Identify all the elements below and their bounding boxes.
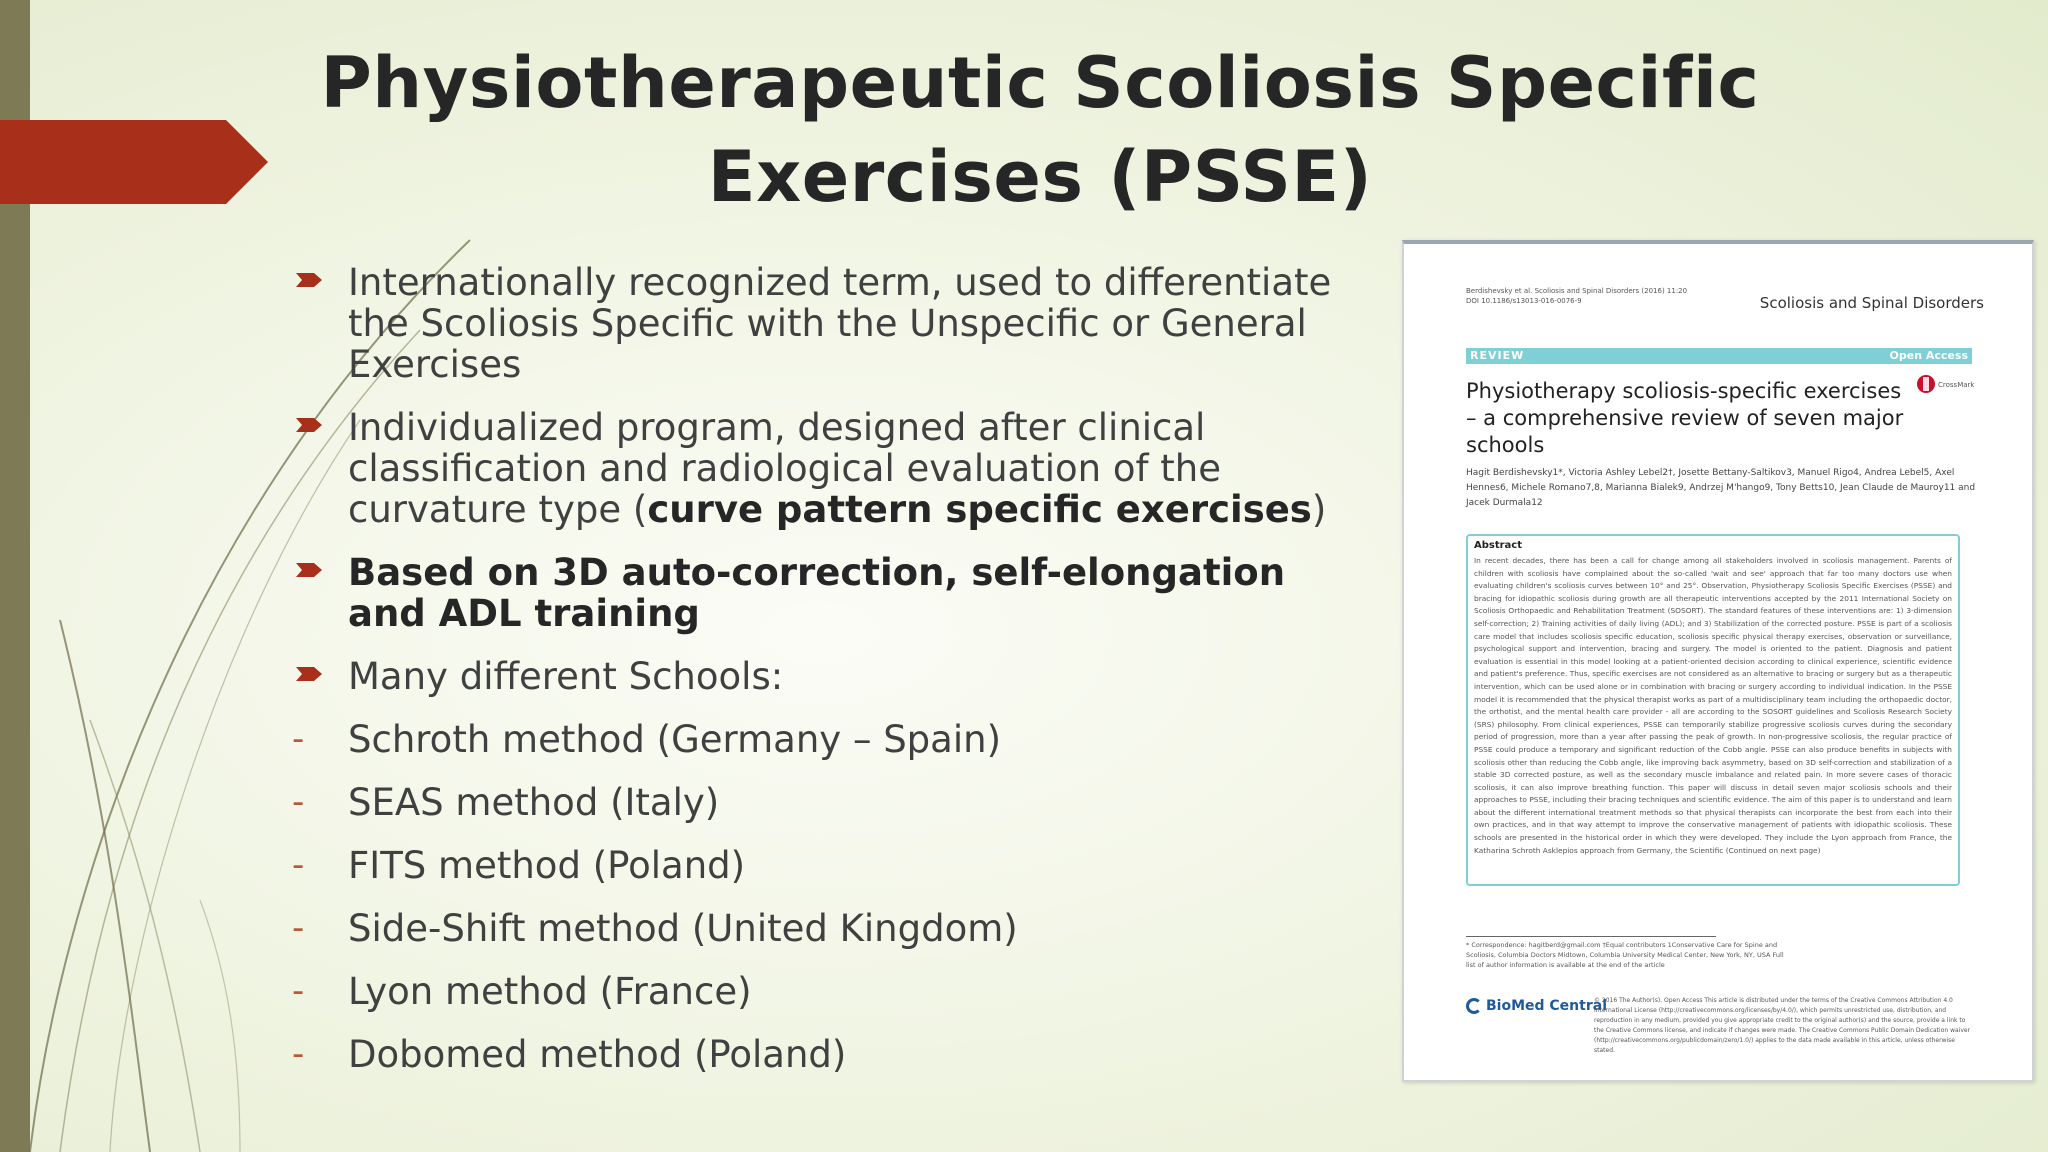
publisher-name: BioMed Central: [1486, 998, 1607, 1014]
arrow-bullet-icon: [290, 271, 330, 289]
crossmark-icon: [1916, 372, 1976, 396]
bullet-item: [290, 656, 1370, 697]
school-text: FITS method (Poland): [348, 844, 746, 887]
bullet-bold-text: Based on 3D auto-correction, self-elongation and ADL training: [348, 551, 1286, 635]
school-text: Dobomed method (Poland): [348, 1033, 847, 1076]
school-text: Side-Shift method (United Kingdom): [348, 907, 1018, 950]
school-item: [290, 908, 1370, 949]
school-item: [290, 782, 1370, 823]
dash-marker: -: [292, 845, 305, 885]
arrow-bullet-icon: [290, 561, 330, 579]
dash-marker: -: [292, 908, 305, 948]
paper-title: Physiotherapy scoliosis-specific exercises – a comprehensive review of seven major schools: [1466, 379, 1904, 457]
school-item: [290, 719, 1370, 760]
paper-section-bar: [1466, 348, 1972, 364]
paper-abstract: [1466, 534, 1960, 886]
bullet-item: [290, 552, 1370, 634]
bullet-text: Internationally recognized term, used to differentiate the Scoliosis Specific with the Unspecific or General Exercises: [348, 261, 1332, 386]
abstract-heading: Abstract: [1474, 540, 1523, 551]
paper-footnote: * Correspondence: hagitberd@gmail.com †Equal contributors 1Conservative Care for Spine and Scoliosis, Columbia Doctors Midtown, Columbia University Medical Center, New York, NY, USA Full list of author information is available at the end of the article: [1466, 941, 1784, 969]
crossmark-label: CrossMark: [1938, 381, 1975, 389]
paper-authors: Hagit Berdishevsky1*, Victoria Ashley Lebel2†, Josette Bettany-Saltikov3, Manuel Rigo4, Andrea Lebel5, Axel Hennes6, Michele Romano7,8, Marianna Bialek9, Andrzej M'hango9, Tony Betts10, Jean Claude de Mauroy11 and Jacek Durmala12: [1466, 468, 1976, 508]
abstract-body: In recent decades, there has been a call for change among all stakeholders involved in scoliosis management. Parents of children with scoliosis have complained about the so-called 'wait and see' approach that far too many doctors use when evaluating children's scoliosis curves between 10° and 25°. Observation, Physiotherapy Scoliosis Specific Exercises (PSSE) and bracing for idiopathic scoliosis during growth are all therapeutic interventions accepted by the 2011 International Society on Scoliosis Orthopaedic and Rehabilitation Treatment (SOSORT). The standard features of these interventions are: 1) 3-dimension self-correction; 2) Training activities of daily living (ADL); and 3) Stabilization of the corrected posture. PSSE is part of a scoliosis care model that includes scoliosis specific education, scoliosis specific physical therapy exercises, observation or surveillance, psychological support and intervention, bracing and surgery. The model is oriented to the patient. Diagnosis and patient evaluation is essential in this model looking at a patient-oriented decision according to clinical experience, scientific evidence and patient's preference. Thus, specific exercises are not considered as an alternative to bracing or surgery but as a therapeutic intervention, which can be used alone or in combination with bracing or surgery according to individual indication. In the PSSE model it is recommended that the physical therapist works as part of a multidisciplinary team including the orthopaedic doctor, the orthotist, and the mental health care provider - all are according to the SOSORT guidelines and Scoliosis Research Society (SRS) philosophy. From clinical experiences, PSSE can temporarily stabilize progressive scoliosis curves during the secondary period of progression, more than a year after passing the peak of growth. In non-progressive scoliosis, the regular practice of PSSE could produce a temporary and significant reduction of the Cobb angle. PSSE can also produce benefits in subjects with scoliosis other than reducing the Cobb angle, like improving back asymmetry, based on 3D self-correction and stabilization of a stable 3D corrected posture, as well as the secondary muscle imbalance and related pain. In more severe cases of thoracic scoliosis, it can also improve breathing function. This paper will discuss in detail seven major scoliosis schools and their approaches to PSSE, including their bracing techniques and scientific evidence. The aim of this paper is to understand and learn about the different international treatment methods so that physical therapists can incorporate the best from each into their own practices, and in that way attempt to improve the conservative management of patients with idiopathic scoliosis. These schools are presented in the historical order in which they were developed. They include the Lyon approach from France, the Katharina Schroth Asklepios approach from Germany, the Scientific (Continued on next page): [1474, 556, 1952, 855]
paper-image: [1402, 240, 2034, 1082]
arrow-bullet-icon: [290, 416, 330, 434]
bullet-list: [290, 262, 1370, 1075]
school-item: [290, 1034, 1370, 1075]
school-text: Lyon method (France): [348, 970, 752, 1013]
bullet-text-end: ): [1311, 488, 1327, 531]
bullet-item: [290, 262, 1370, 385]
dash-marker: -: [292, 719, 305, 759]
paper-header: [1466, 286, 1687, 306]
bullet-text: Many different Schools:: [348, 655, 784, 698]
slide-title: Physiotherapeutic Scoliosis Specific Exercises (PSSE): [320, 42, 1760, 218]
dash-marker: -: [292, 1034, 305, 1074]
paper-section-label: REVIEW: [1470, 349, 1525, 362]
biomed-logo-icon: [1466, 998, 1482, 1014]
paper-license: © 2016 The Author(s). Open Access This article is distributed under the terms of the Creative Commons Attribution 4.0 International License (http://creativecommons.org/licenses/by/4.0/), which permits unrestricted use, distribution, and reproduction in any medium, provided you give appropriate credit to the original author(s) and the source, provide a link to the Creative Commons license, and indicate if changes were made. The Creative Commons Public Domain Dedication waiver (http://creativecommons.org/publicdomain/zero/1.0/) applies to the data made available in this article, unless otherwise stated.: [1594, 997, 1971, 1054]
school-text: SEAS method (Italy): [348, 781, 720, 824]
school-text: Schroth method (Germany – Spain): [348, 718, 1002, 761]
biomed-central-logo: [1466, 998, 1607, 1014]
footnote-divider: [1466, 936, 1716, 937]
paper-journal-name: Scoliosis and Spinal Disorders: [1759, 294, 1984, 312]
paper-doi: DOI 10.1186/s13013-016-0076-9: [1466, 297, 1582, 305]
school-item: [290, 845, 1370, 886]
arrow-bullet-icon: [290, 665, 330, 683]
paper-access-label: Open Access: [1889, 349, 1968, 362]
dash-marker: -: [292, 782, 305, 822]
bullet-bold-text: curve pattern specific exercises: [647, 488, 1312, 531]
bullet-text: Individualized program, designed after clinical classification and radiological evaluation of the curvature type (: [348, 406, 1222, 531]
school-item: [290, 971, 1370, 1012]
paper-citation: Berdishevsky et al. Scoliosis and Spinal Disorders (2016) 11:20: [1466, 287, 1688, 295]
dash-marker: -: [292, 971, 305, 1011]
bullet-item: [290, 407, 1370, 530]
